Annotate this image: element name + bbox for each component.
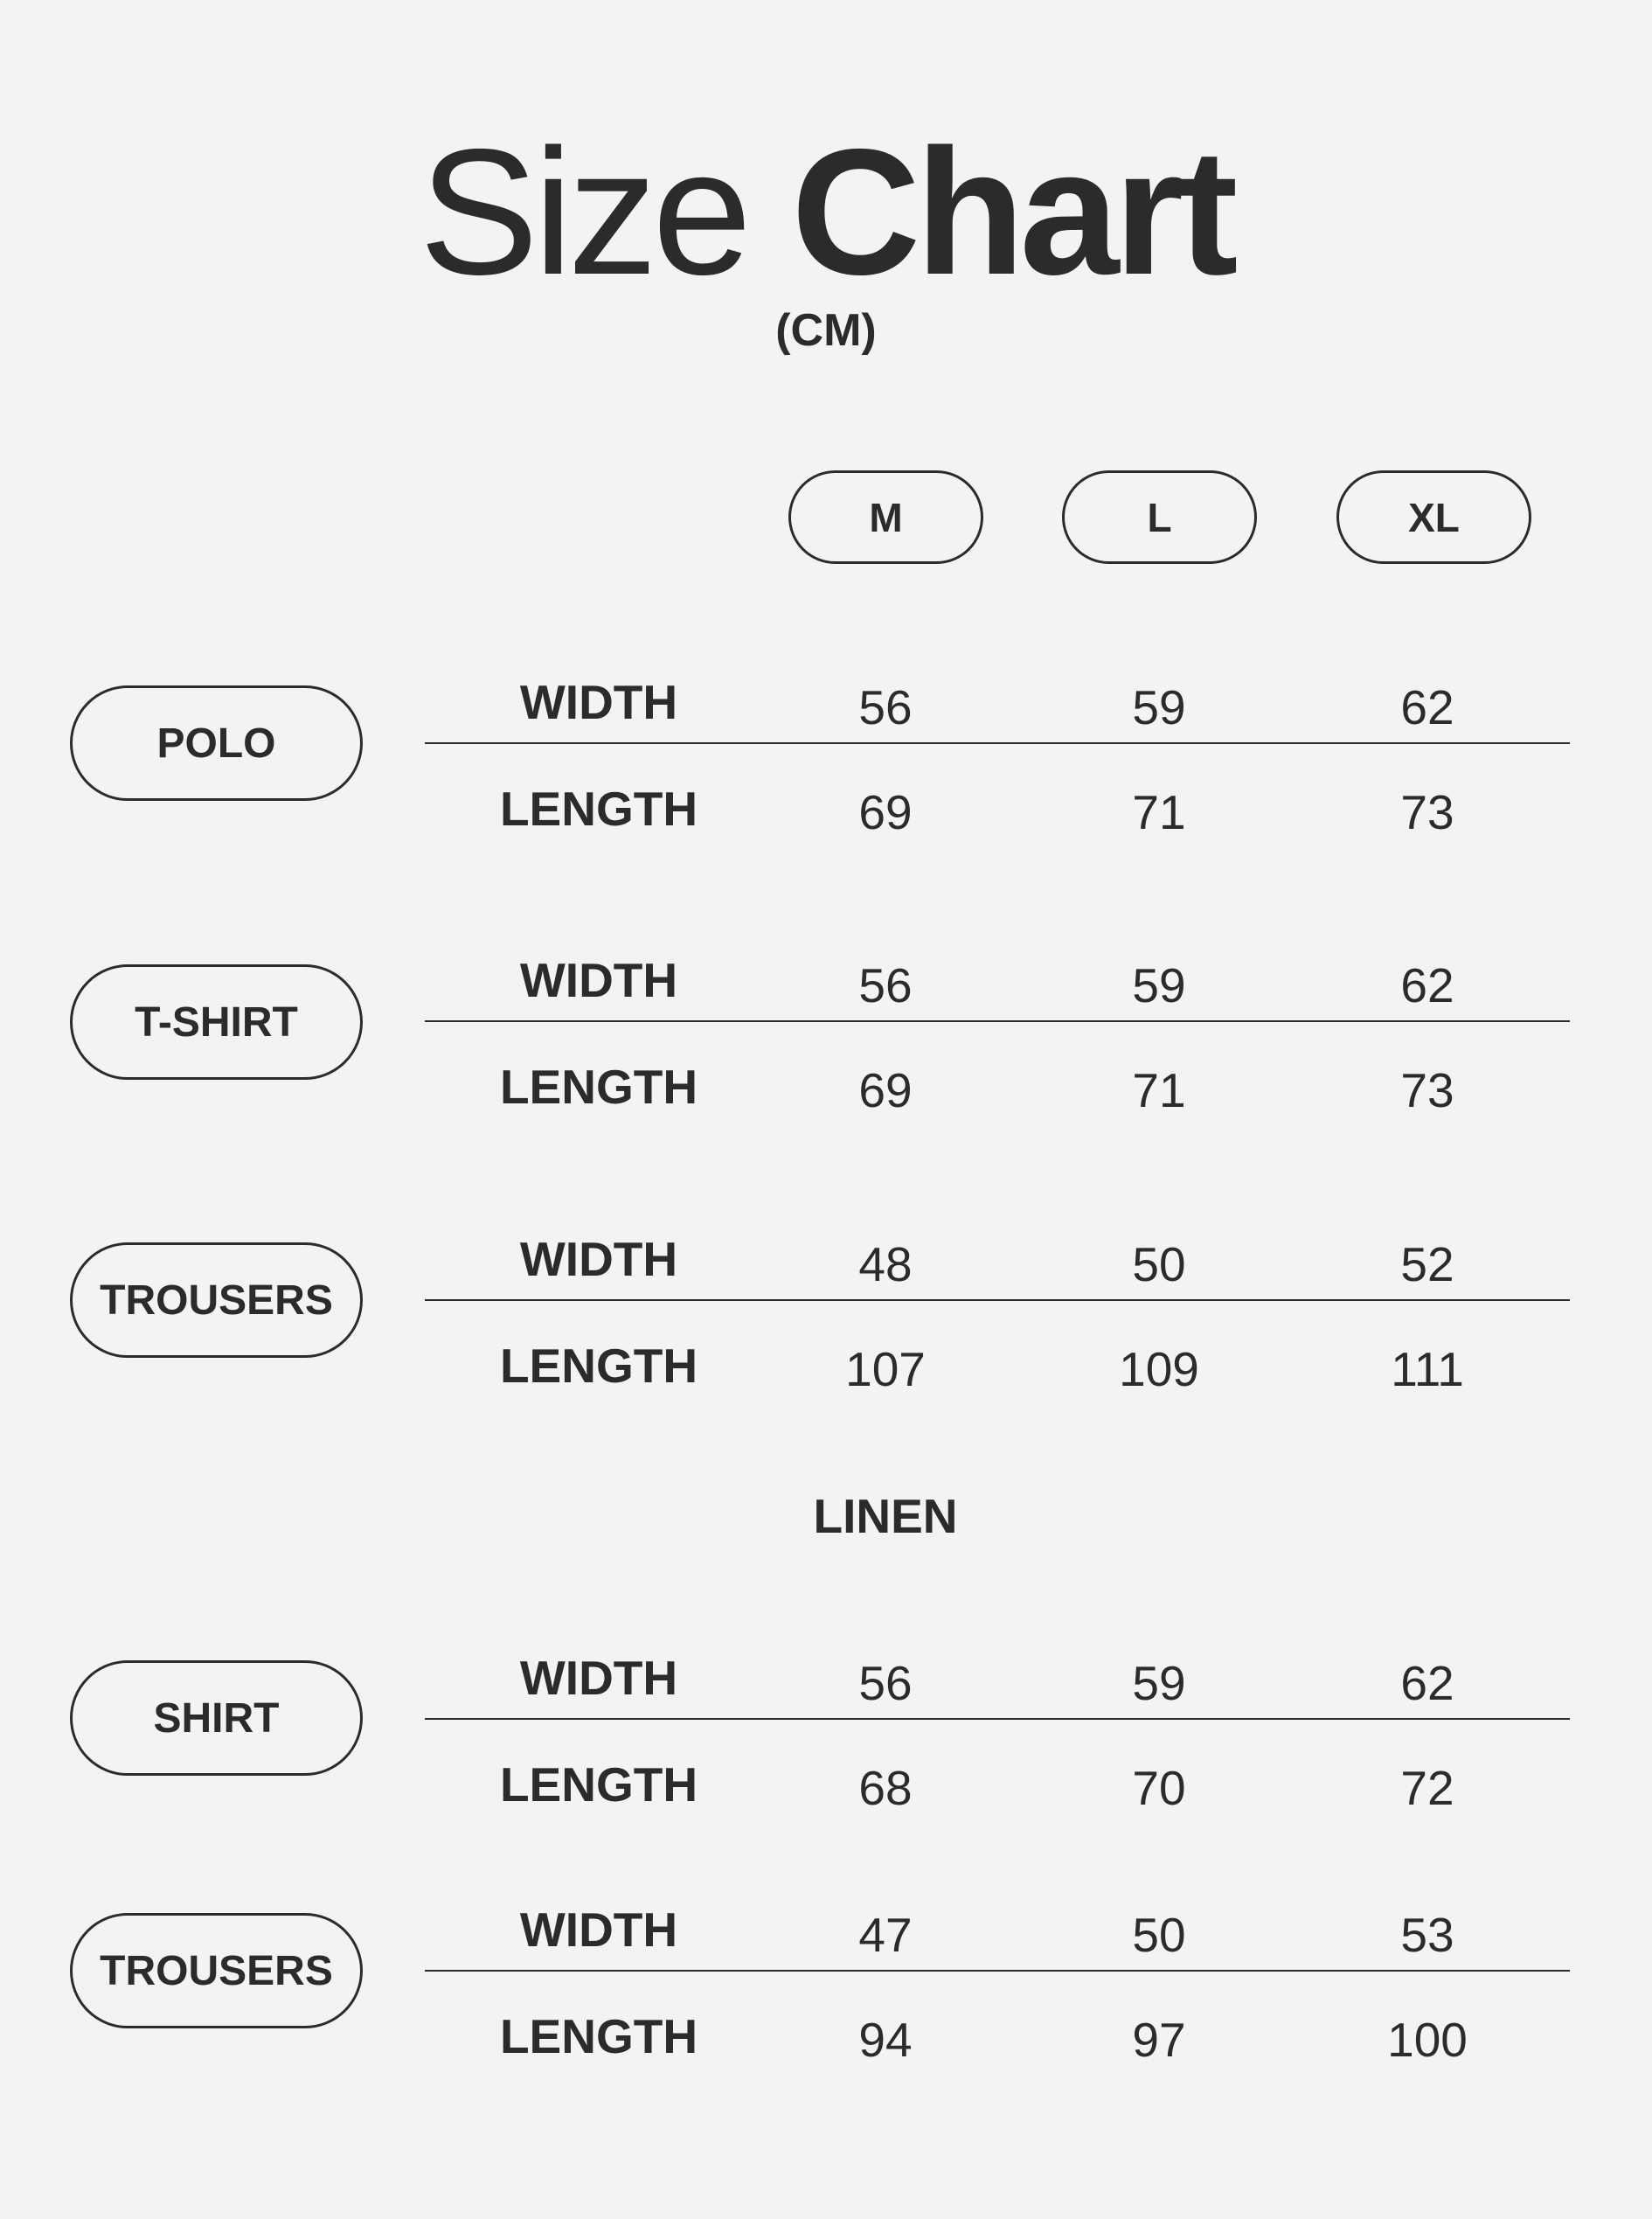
row-label-width: WIDTH — [519, 1232, 678, 1286]
width-xl-cell: 62 — [1400, 1656, 1454, 1710]
length-m-cell: 69 — [858, 1063, 913, 1117]
row-label-length: LENGTH — [499, 1339, 698, 1393]
row-label-width: WIDTH — [519, 1651, 678, 1705]
row-divider — [425, 1020, 1570, 1022]
width-m-cell: 48 — [858, 1237, 913, 1291]
length-l-cell: 97 — [1132, 2013, 1186, 2067]
row-label-length: LENGTH — [499, 2009, 698, 2063]
row-label-width: WIDTH — [519, 675, 678, 729]
length-l-cell: 71 — [1132, 1063, 1186, 1117]
length-xl-cell: 111 — [1391, 1342, 1464, 1396]
page-title — [0, 112, 1652, 312]
garment-pill-shirt: SHIRT — [70, 1660, 363, 1776]
width-l-cell: 59 — [1132, 680, 1186, 734]
garment-pill-t-shirt: T-SHIRT — [70, 964, 363, 1080]
length-m-cell: 68 — [858, 1761, 913, 1815]
row-label-width: WIDTH — [519, 953, 678, 1007]
row-label-length: LENGTH — [499, 1757, 698, 1812]
width-m-cell: 47 — [858, 1908, 913, 1962]
width-xl-cell: 62 — [1400, 958, 1454, 1012]
unit-label: (CM) — [775, 305, 877, 356]
garment-section-t-shirt — [0, 936, 1652, 1117]
garment-section-linen-trousers — [0, 1885, 1652, 2067]
width-m-cell: 56 — [858, 1656, 913, 1710]
linen-heading: LINEN — [813, 1489, 958, 1543]
length-m-cell: 69 — [858, 785, 913, 839]
row-divider — [425, 1299, 1570, 1301]
length-m-cell: 94 — [858, 2013, 913, 2067]
garment-pill-linen-trousers: TROUSERS — [70, 1913, 363, 2028]
length-l-cell: 71 — [1132, 785, 1186, 839]
size-header-l: L — [1062, 470, 1257, 564]
size-header-xl: XL — [1336, 470, 1531, 564]
row-label-width: WIDTH — [519, 1902, 678, 1957]
garment-section-polo — [0, 657, 1652, 839]
width-l-cell: 59 — [1132, 1656, 1186, 1710]
width-xl-cell: 52 — [1400, 1237, 1454, 1291]
width-xl-cell: 53 — [1400, 1908, 1454, 1962]
garment-pill-polo: POLO — [70, 685, 363, 801]
row-label-length: LENGTH — [499, 782, 698, 836]
length-l-cell: 70 — [1132, 1761, 1186, 1815]
row-divider — [425, 1718, 1570, 1720]
row-label-length: LENGTH — [499, 1060, 698, 1114]
title-light: Size — [419, 112, 747, 312]
width-m-cell: 56 — [858, 958, 913, 1012]
row-divider — [425, 1970, 1570, 1972]
length-xl-cell: 100 — [1387, 2013, 1468, 2067]
width-l-cell: 50 — [1132, 1237, 1186, 1291]
length-m-cell: 107 — [845, 1342, 926, 1396]
length-xl-cell: 73 — [1400, 785, 1454, 839]
garment-section-trousers — [0, 1214, 1652, 1396]
title-bold: Chart — [791, 112, 1233, 312]
width-l-cell: 50 — [1132, 1908, 1186, 1962]
length-xl-cell: 72 — [1400, 1761, 1454, 1815]
garment-pill-trousers: TROUSERS — [70, 1242, 363, 1358]
width-xl-cell: 62 — [1400, 680, 1454, 734]
width-l-cell: 59 — [1132, 958, 1186, 1012]
width-m-cell: 56 — [858, 680, 913, 734]
garment-section-shirt — [0, 1633, 1652, 1815]
length-xl-cell: 73 — [1400, 1063, 1454, 1117]
length-l-cell: 109 — [1119, 1342, 1199, 1396]
row-divider — [425, 742, 1570, 744]
size-header-m: M — [788, 470, 983, 564]
